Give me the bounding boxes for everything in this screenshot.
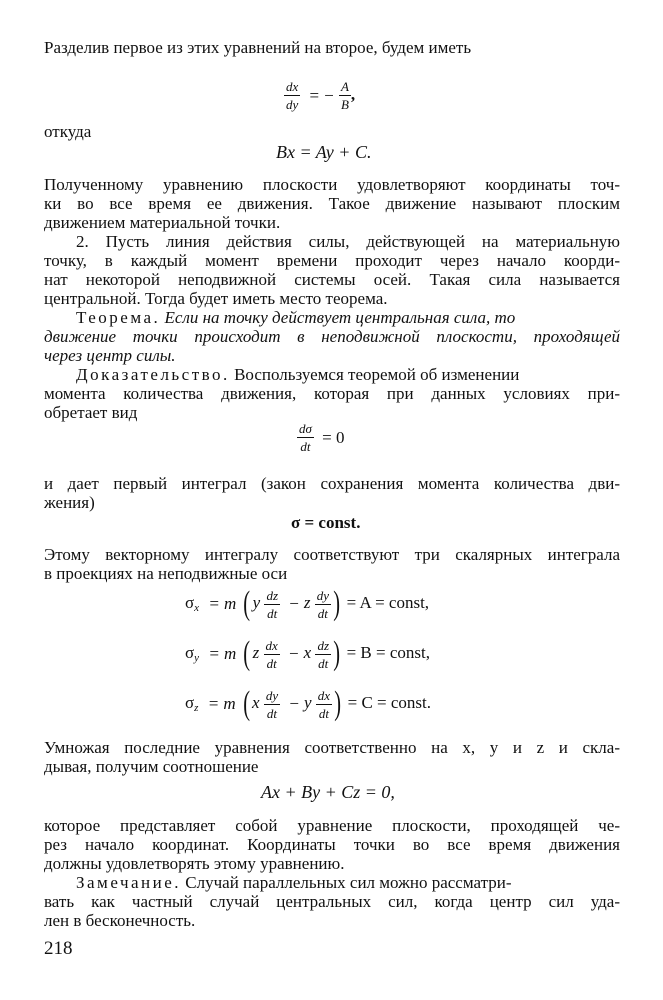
- text-line: дывая, получим соотношение: [44, 757, 259, 776]
- text-line: Умножая последние уравнения соответственно на x, y и z и скла-: [44, 738, 620, 757]
- formula-ratio: $\frac{dx}{dy}$ = − $\frac{A}{B}$ ,: [286, 79, 356, 112]
- formula-plane-equation: Ax + By + Cz = 0,: [261, 782, 395, 802]
- formula-plane: Bx = Ay + C.: [276, 142, 372, 162]
- text-line: жения): [44, 493, 95, 512]
- text-line: и дает первый интеграл (закон сохранения момента количества дви-: [44, 474, 620, 493]
- theorem-line: Теорема. Если на точку действует центральная сила, то: [76, 308, 516, 327]
- formula-moment: $\frac{d\sigma}{dt}$ = 0: [299, 421, 345, 454]
- text-line: ки во все время ее движения. Такое движение называют плоским: [44, 194, 620, 213]
- text-line: Этому векторному интегралу соответствуют три скалярных интеграла: [44, 545, 620, 564]
- theorem-label: Теорема.: [76, 308, 161, 327]
- theorem-line: через центр силы.: [44, 346, 176, 365]
- formula-sigma-z: $\sigma_z = m$ ( x $\frac{dy}{dt}$ − y $\frac{dx}{dt}$ ) = C = const.: [185, 685, 432, 722]
- text-line: момента количества движения, которая при данных условиях при-: [44, 384, 620, 403]
- text-line: вать как частный случай центральных сил, когда центр сил уда-: [44, 892, 620, 911]
- text-line: обретает вид: [44, 403, 138, 422]
- theorem-line: движение точки происходит в неподвижной плоскости, проходящей: [44, 327, 620, 346]
- formula-const: σ = const.: [291, 513, 361, 532]
- text-line: рез начало координат. Координаты точки во все время движения: [44, 835, 620, 854]
- remark-label: Замечание.: [76, 873, 182, 892]
- formula-sigma-y: $\sigma_y = m$ ( z $\frac{dx}{dt}$ − x $\frac{dz}{dt}$ ) = B = const,: [185, 635, 430, 672]
- fraction: $\frac{dx}{dy}$: [286, 79, 299, 112]
- page-number: 218: [44, 938, 73, 959]
- text-line: в проекциях на неподвижные оси: [44, 564, 288, 583]
- text-line: лен в бесконечность.: [44, 911, 196, 930]
- text-line: которое представляет собой уравнение плоскости, проходящей че-: [44, 816, 620, 835]
- text-line: Полученному уравнению плоскости удовлетворяют координаты точ-: [44, 175, 620, 194]
- text-line: точку, в каждый момент времени проходит через начало коорди-: [44, 251, 620, 270]
- fraction: $\frac{d\sigma}{dt}$: [299, 421, 312, 454]
- text-line: нат некоторой неподвижной системы осей. Такая сила называется: [44, 270, 620, 289]
- remark-line: Замечание. Случай параллельных сил можно рассматри-: [76, 873, 512, 892]
- proof-label: Доказательство.: [76, 365, 230, 384]
- text-line: Разделив первое из этих уравнений на второе, будем иметь: [44, 38, 472, 57]
- text-line: центральной. Тогда будет иметь место теорема.: [44, 289, 388, 308]
- proof-line: Доказательство. Воспользуемся теоремой об изменении: [76, 365, 520, 384]
- fraction: $\frac{A}{B}$: [340, 79, 349, 112]
- text-line: движением материальной точки.: [44, 213, 281, 232]
- text-line: откуда: [44, 122, 92, 141]
- text-line: 2. Пусть линия действия силы, действующей на материальную: [76, 232, 620, 251]
- text-line: должны удовлетворять этому уравнению.: [44, 854, 345, 873]
- formula-sigma-x: $\sigma_x = m$ ( y $\frac{dz}{dt}$ − z $\frac{dy}{dt}$ ) = A = const,: [185, 585, 430, 622]
